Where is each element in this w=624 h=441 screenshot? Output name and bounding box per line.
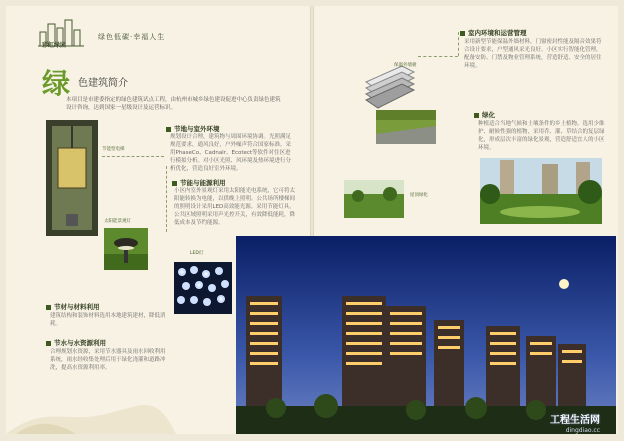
lawn-photo: [344, 180, 404, 218]
title-big-character: 绿: [42, 67, 71, 100]
caption-solar-lamp: 太阳能景观灯: [104, 219, 131, 224]
caption-elevator: 节能型电梯: [102, 147, 125, 152]
section-heading-material: 节材与材料利用: [46, 302, 100, 311]
caption-led: LED灯: [190, 251, 204, 256]
community-garden-photo: [480, 158, 602, 224]
section-heading-land: 节地与室外环境: [166, 124, 220, 133]
green-roof-photo: [376, 110, 436, 144]
leader-line: [102, 156, 164, 157]
watermark-url: dingdiao.cc: [565, 427, 600, 434]
elevator-illustration: [44, 118, 100, 238]
brand-name: 彩虹绿园: [42, 42, 67, 49]
intro-paragraph: 本项目是市建委指定的绿色建筑试点工程，由杭州市城乡绿色建设促进中心负责绿色建筑设计咨询，达到国家一星级设计及运营标识。: [66, 97, 281, 111]
section-body-land: 规划设计合理，建筑物与周围环境协调。光照满足规范要求，通风良好，户外噪声符合国家标准。采用PhaseCo、Cadnalr、Ecotect等软件对住区进行模拟分析。对小区光照、风环境及热环境进行分析优化，营造良好室外环境。: [170, 134, 292, 172]
section-heading-energy: 节能与能源利用: [172, 178, 226, 187]
right-page: [314, 6, 618, 434]
caption-roof: 屋顶绿化: [410, 193, 428, 198]
section-heading-indoor: 室内环境和运营管理: [460, 28, 527, 37]
section-heading-greening: 绿化: [474, 110, 495, 119]
section-body-greening: 种植适合当地气候和土壤条件的乡土植物，选用少维护、耐候性强的植物，采用乔、灌、草结合的复层绿化，形成层次丰富的绿化景观，营造舒适宜人的小区环境。: [478, 121, 605, 151]
section-body-energy: 小区内室外景观灯采用太阳能光电系统，它可将太阳能转换为电能，以供晚上照明。公共场所楼梯间的照明设计采用LED高效能光源。采用节能灯具，公共区域照明采用声光控开关，有效降低能耗，降低成本及节约能源。: [174, 188, 296, 226]
slogan: 绿色低碳·幸福人生: [98, 33, 166, 41]
leader-line: [166, 166, 167, 232]
leader-line: [418, 56, 458, 57]
led-lights-photo: [174, 262, 232, 314]
page-title: 色建筑简介: [78, 78, 128, 89]
night-rendering-photo: [236, 236, 616, 434]
section-body-water: 合理规划水资源，采用节水器具及雨水回收利用系统，雨水经收集处理后用于绿化浇灌和道路冲洗，提高水资源利用率。: [50, 349, 166, 371]
watermark: 工程生活网: [550, 415, 600, 426]
section-heading-water: 节水与水资源利用: [46, 338, 106, 347]
section-body-material: 建筑结构和装饰材料选用本地建筑建材，降低消耗。: [50, 313, 166, 327]
section-body-indoor: 采用新型节能保温外墙材料，门窗密封性能及隔音效果符合设计要求，户型通风采光良好。小区实行智能化管理，配备安防、门禁及物业管理系统，营造舒适、安全的居住环境。: [464, 39, 602, 69]
solar-lamp-photo: [104, 228, 148, 270]
leader-line: [458, 32, 459, 56]
insulation-wall-panel-photo: [362, 62, 416, 110]
caption-wall: 保温外墙板: [394, 63, 417, 68]
